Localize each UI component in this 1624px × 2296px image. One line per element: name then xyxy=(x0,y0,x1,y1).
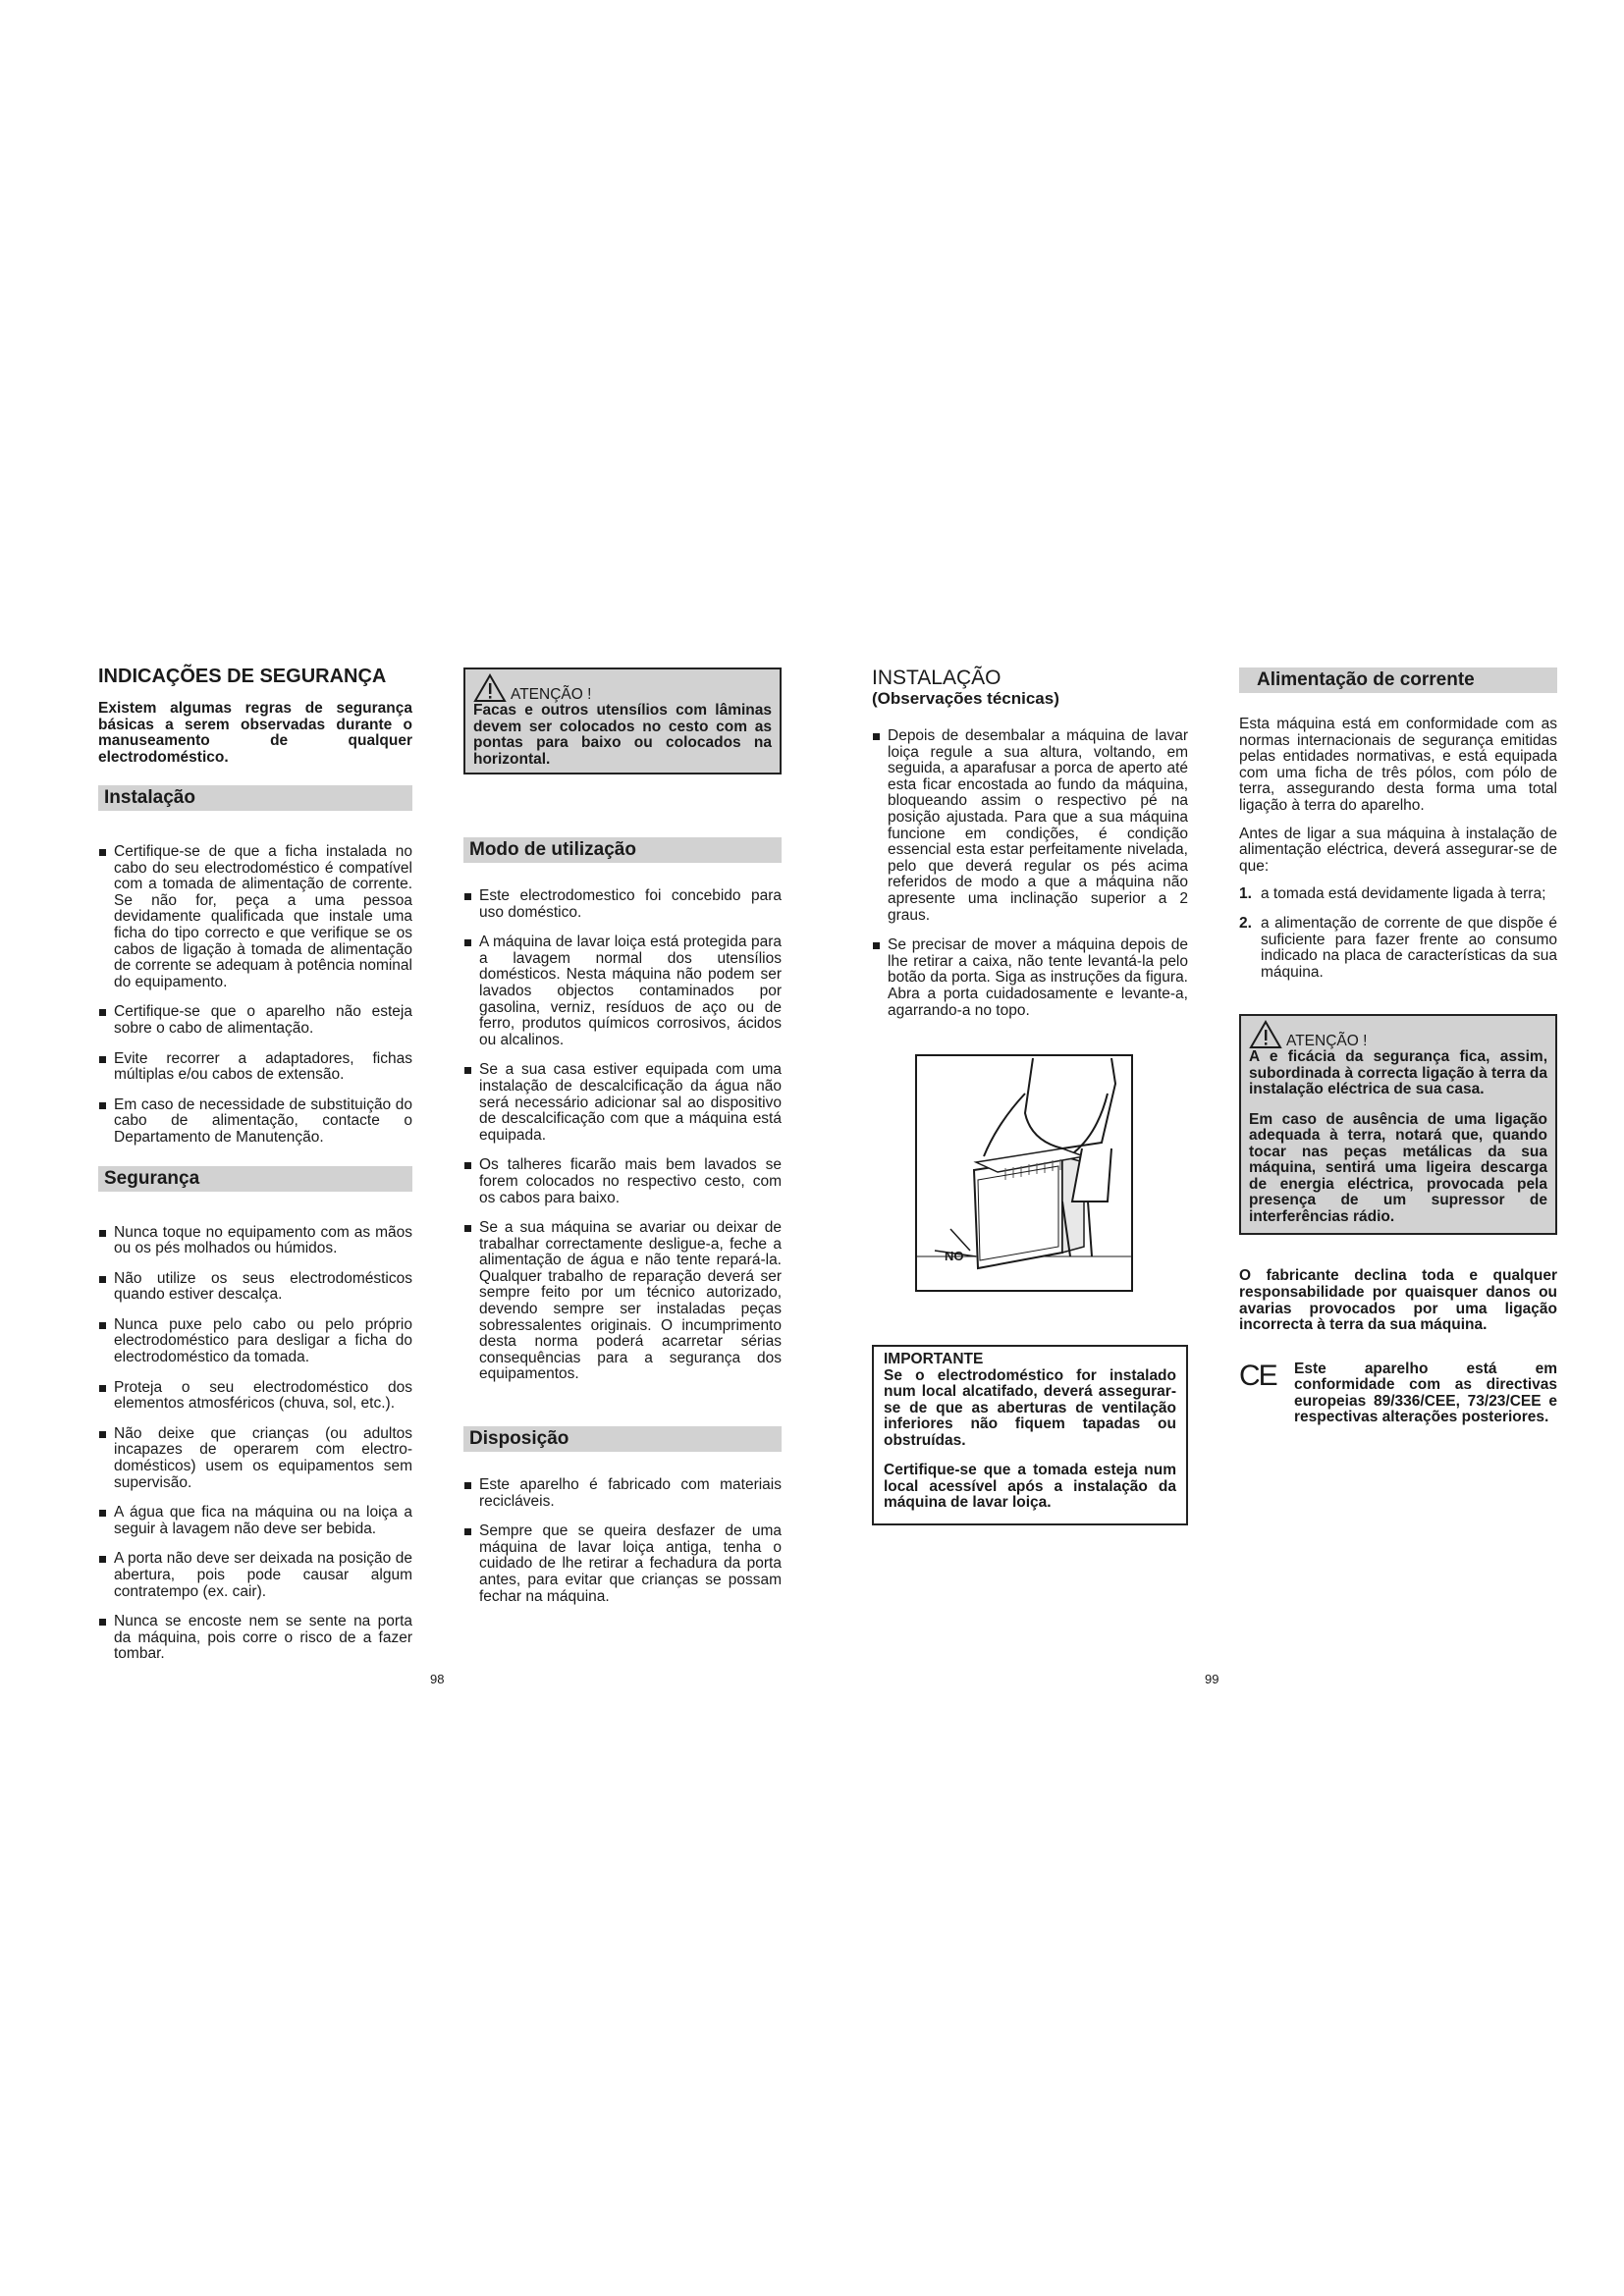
page-title-instalacao: INSTALAÇÃO xyxy=(872,667,1001,689)
importante-box xyxy=(872,1345,1188,1525)
modo-list xyxy=(463,888,782,1383)
list-item: Se a sua máquina se avariar ou deixar de trabalhar correctamente desligue-a, feche a alimentação de água e não tente repará-la. Qualquer trabalho de reparação deverá ser sempre feito por um técnico autorizado, devendo sempre ser instaladas peças sobressalentes originais. O incumprimento desta norma poderá acarretar sérias consequências para a segurança dos equipamentos. xyxy=(463,1220,782,1383)
section-header-modo: Modo de utilização xyxy=(463,837,782,863)
list-item: Nunca toque no equipamento com as mãos ou os pés molhados ou húmidos. xyxy=(98,1225,412,1257)
ce-mark-icon: CE xyxy=(1239,1359,1276,1392)
warning-triangle-icon xyxy=(473,673,507,703)
left-column-2 xyxy=(463,667,782,1619)
left-column-1 xyxy=(98,666,412,1677)
list-item: Não utilize os seus electrodomésticos quando estiver descalça. xyxy=(98,1271,412,1304)
list-item: A água que fica na máquina ou na loiça a seguir à lavagem não deve ser bebida. xyxy=(98,1505,412,1537)
page-title: INDICAÇÕES DE SEGURANÇA xyxy=(98,666,387,687)
list-item: Nunca puxe pelo cabo ou pelo próprio electrodoméstico para desligar a ficha do electrodoméstico da tomada. xyxy=(98,1317,412,1366)
page-subtitle: (Observações técnicas) xyxy=(872,689,1059,708)
list-item: Sempre que se queira desfazer de uma máquina de lavar loiça antiga, tenha o cuidado de lhe retirar a fechadura da porta antes, para evitar que crianças se possam fechar na máquina. xyxy=(463,1523,782,1605)
section-header-instalacao: Instalação xyxy=(98,785,412,811)
importante-text-2: Certifique-se que a tomada esteja num local acessível após a instalação da máquina de lavar loiça. xyxy=(884,1462,1176,1512)
list-item: Os talheres ficarão mais bem lavados se forem colocados no respectivo cesto, com os cabos para baixo. xyxy=(463,1157,782,1206)
list-item: 2. a alimentação de corrente de que dispõe é suficiente para fazer frente ao consumo indicado na placa de características da sua máquina. xyxy=(1239,914,1557,981)
section-header-seguranca: Segurança xyxy=(98,1166,412,1192)
section-header-disposicao: Disposição xyxy=(463,1426,782,1452)
intro-text: Existem algumas regras de segurança básicas a serem observadas durante o manuseamento de qualquer electrodoméstico. xyxy=(98,700,412,766)
atencao-text: Facas e outros utensílios com lâminas devem ser colocados no cesto com as pontas para baixo ou colocados na horizontal. xyxy=(473,702,772,768)
list-item: Não deixe que crianças (ou adultos incapazes de operarem com electro-domésticos) usem os equipamentos sem supervisão. xyxy=(98,1426,412,1491)
list-item: Nunca se encoste nem se sente na porta da máquina, pois corre o risco de a fazer tombar. xyxy=(98,1614,412,1663)
list-item: Este electrodomestico foi concebido para uso doméstico. xyxy=(463,888,782,921)
list-item: A máquina de lavar loiça está protegida para a lavagem normal dos utensílios domésticos. Nesta máquina não podem ser lavados objectos contaminados por gasolina, verniz, resíduos de aço ou de ferro, produtos químicos corrosivos, ácidos ou alcalinos. xyxy=(463,934,782,1048)
alimentacao-text-2: Antes de ligar a sua máquina à instalação de alimentação eléctrica, deverá assegurar-se de que: xyxy=(1239,825,1557,875)
list-item: Se precisar de mover a máquina depois de lhe retirar a caixa, não tente levantá-la pelo botão da porta. Siga as instruções da figura. Abra a porta cuidadosamente e levante-a, agarrando-a no topo. xyxy=(872,937,1188,1019)
list-item: Evite recorrer a adaptadores, fichas múltiplas e/ou cabos de extensão. xyxy=(98,1051,412,1084)
list-item: Depois de desembalar a máquina de lavar loiça regule a sua altura, voltando, em seguida, a aparafusar a porca de aperto até esta ficar encostada ao fundo da máquina, bloqueando assim o respectivo pé na posição ajustada. Para que a sua máquina funcione em condições, é condição essencial esta estar perfeitamente nivelada, pelo que deverá regular os pés acima referidos de modo a que a máquina não apresente uma inclinação superior a 2 graus. xyxy=(872,728,1188,924)
list-item: Proteja o seu electrodoméstico dos elementos atmosféricos (chuva, sol, etc.). xyxy=(98,1380,412,1413)
atencao-label: ATENÇÃO ! xyxy=(1286,1032,1368,1049)
ce-declaration xyxy=(1239,1359,1557,1426)
page-number-left: 98 xyxy=(430,1672,445,1686)
atencao-box-knives xyxy=(463,667,782,774)
importante-label: IMPORTANTE xyxy=(884,1351,984,1368)
list-item: Certifique-se de que a ficha instalada no cabo do seu electrodoméstico é compatível com a tomada de alimentação de corrente. Se não for, peça a uma pessoa devidamente qualificada que instale uma ficha do tipo correcto e que verifique se os cabos de ligação à tomada de alimentação de corrente se adequam à potência nominal do equipamento. xyxy=(98,844,412,990)
section-header-alimentacao: Alimentação de corrente xyxy=(1239,667,1557,693)
alimentacao-text-1: Esta máquina está em conformidade com as normas internacionais de segurança emitidas pelas entidades normativas, e está equipada com uma ficha de três pólos, com pólo de terra, assegurando desta forma uma total ligação à terra do aparelho. xyxy=(1239,716,1557,814)
ce-text: Este aparelho está em conformidade com as directivas europeias 89/336/CEE, 73/23/CEE e respectivas alterações posteriores. xyxy=(1294,1360,1557,1426)
illustration-svg xyxy=(915,1054,1133,1292)
atencao-text-2: Em caso de ausência de uma ligação adequada à terra, notará que, quando tocar nas peças metálicas da sua máquina, sentirá uma ligeira descarga de energia eléctrica, provocada pela presença de um supressor de interferências rádio. xyxy=(1249,1110,1547,1225)
atencao-box-earth xyxy=(1239,1014,1557,1235)
fabricante-text: O fabricante declina toda e qualquer responsabilidade por quaisquer danos ou avarias provocados por uma ligação incorrecta à terra da sua máquina. xyxy=(1239,1267,1557,1334)
list-item: Este aparelho é fabricado com materiais recicláveis. xyxy=(463,1477,782,1510)
instalacao-tech-list xyxy=(872,728,1188,1019)
alimentacao-list xyxy=(1239,886,1557,981)
list-item: Se a sua casa estiver equipada com uma instalação de descalcificação da água não será necessário adicionar sal ao dispositivo de descalcificação com que a máquina está equipada. xyxy=(463,1062,782,1144)
instalacao-list xyxy=(98,844,412,1147)
list-item: 1. a tomada está devidamente ligada à terra; xyxy=(1239,885,1546,903)
lifting-dishwasher-illustration xyxy=(915,1054,1133,1292)
seguranca-list xyxy=(98,1225,412,1663)
page-number-right: 99 xyxy=(1205,1672,1219,1686)
list-item: Em caso de necessidade de substituição do cabo de alimentação, contacte o Departamento de Manutenção. xyxy=(98,1097,412,1147)
list-item: Certifique-se que o aparelho não esteja sobre o cabo de alimentação. xyxy=(98,1004,412,1037)
atencao-text-1: A e ficácia da segurança fica, assim, subordinada à correcta ligação à terra da instalação eléctrica de sua casa. xyxy=(1249,1048,1547,1098)
right-column-2 xyxy=(1239,667,1557,1426)
atencao-label: ATENÇÃO ! xyxy=(511,685,592,703)
list-item: A porta não deve ser deixada na posição de abertura, pois pode causar algum contratempo (ex. cair). xyxy=(98,1551,412,1600)
right-column-1 xyxy=(872,667,1188,1525)
disposicao-list xyxy=(463,1477,782,1605)
importante-text-1: Se o electrodoméstico for instalado num local alcatifado, deverá assegurar-se de que as aberturas de ventilação inferiores não fiquem tapadas ou obstruídas. xyxy=(884,1366,1176,1449)
figure-label-no: NO xyxy=(945,1249,964,1264)
warning-triangle-icon xyxy=(1249,1020,1282,1049)
